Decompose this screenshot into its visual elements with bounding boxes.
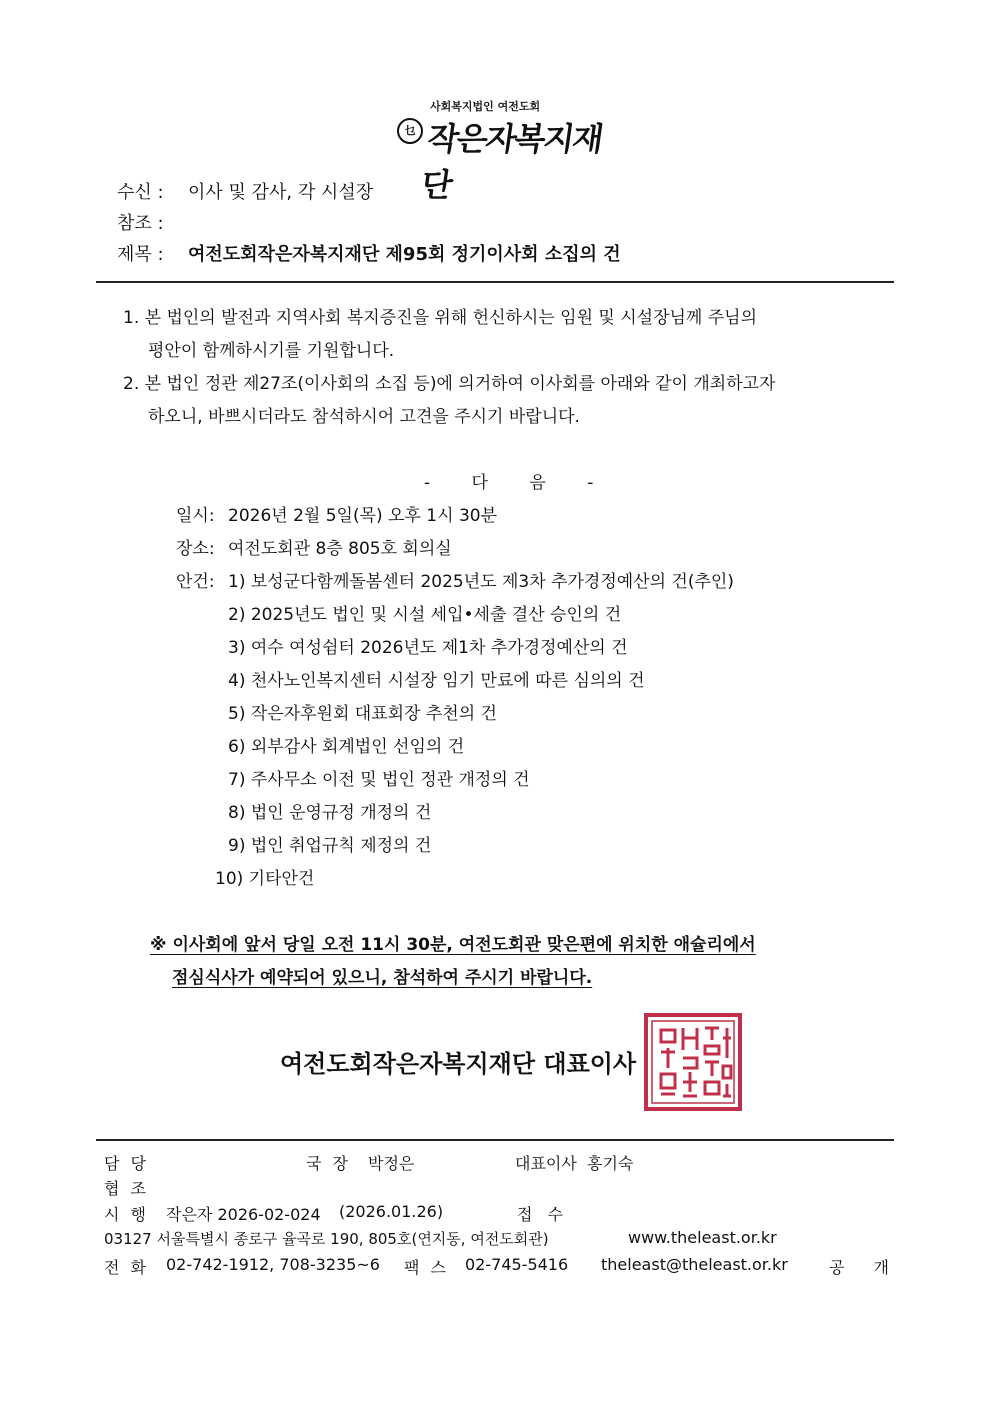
exec-label: 시 행 (104, 1205, 146, 1224)
director-name: 박정은 (368, 1154, 415, 1173)
footer-divider (96, 1139, 894, 1141)
agenda-item: 9) 법인 취업규칙 제정의 건 (228, 836, 432, 856)
notice-line-1: ※ 이사회에 앞서 당일 오전 11시 30분, 여전도회관 맞은편에 위치한 애슐리에서 (150, 935, 756, 955)
foundation-logo (395, 92, 605, 204)
sender-name: 여전도회작은자복지재단 대표이사 (280, 1050, 637, 1078)
agenda-item: 5) 작은자후원회 대표회장 추천의 건 (228, 704, 497, 724)
agenda-item: 8) 법인 운영규정 개정의 건 (228, 803, 432, 823)
receive-label: 접 수 (517, 1205, 563, 1224)
disclosure: 공 개 (829, 1258, 889, 1277)
website[interactable]: www.theleast.or.kr (628, 1228, 777, 1247)
reference-label: 참조 : (117, 213, 164, 234)
recipient-label: 수신 : (117, 182, 164, 203)
fax: 02-745-5416 (465, 1255, 569, 1274)
header-divider (96, 281, 894, 283)
paragraph-2-line-2: 하오니, 바쁘시더라도 참석하시어 고견을 주시기 바랍니다. (148, 407, 580, 427)
logo-name: 작은자복지재단 (418, 120, 605, 204)
phone: 02-742-1912, 708-3235~6 (166, 1255, 380, 1274)
doc-number: 작은자 2026-02-024 (166, 1205, 321, 1224)
logo-subtitle: 사회복지법인 여전도회 (430, 100, 541, 113)
director-label: 국 장 (306, 1154, 348, 1173)
phone-label: 전 화 (104, 1258, 146, 1277)
charge-label: 담 당 (104, 1154, 146, 1173)
agenda-label: 안건: (176, 572, 215, 592)
notice-line-2: 점심식사가 예약되어 있으니, 참석하여 주시기 바랍니다. (172, 968, 593, 988)
datetime-label: 일시: (176, 506, 215, 526)
details-heading: - 다 음 - (424, 473, 594, 493)
coop-label: 협 조 (104, 1179, 146, 1198)
paragraph-1-line-1: 1. 본 법인의 발전과 지역사회 복지증진을 위해 헌신하시는 임원 및 시설장님께 주님의 (123, 308, 758, 328)
agenda-item: 4) 천사노인복지센터 시설장 임기 만료에 따른 심의의 건 (228, 671, 645, 691)
place-label: 장소: (176, 539, 215, 559)
paragraph-1-line-2: 평안이 함께하시기를 기원합니다. (148, 341, 395, 361)
datetime: 2026년 2월 5일(목) 오후 1시 30분 (228, 506, 498, 526)
doc-date: (2026.01.26) (339, 1202, 444, 1221)
official-seal-icon (643, 1012, 743, 1112)
foundation-logo-icon: 乜 (397, 118, 423, 144)
agenda-item: 2) 2025년도 법인 및 시설 세입•세출 결산 승인의 건 (228, 605, 622, 625)
email[interactable]: theleast@theleast.or.kr (601, 1255, 788, 1274)
ceo-name: 홍기숙 (587, 1154, 634, 1173)
agenda-item: 6) 외부감사 회계법인 선임의 건 (228, 737, 465, 757)
agenda-item: 10) 기타안건 (215, 869, 315, 889)
subject-label: 제목 : (117, 244, 164, 265)
place: 여전도회관 8층 805호 회의실 (228, 539, 452, 559)
subject: 여전도회작은자복지재단 제95회 정기이사회 소집의 건 (188, 244, 621, 265)
address: 03127 서울특별시 종로구 율곡로 190, 805호(연지동, 여전도회관) (104, 1230, 549, 1248)
agenda-item: 3) 여수 여성쉼터 2026년도 제1차 추가경정예산의 건 (228, 638, 628, 658)
recipient: 이사 및 감사, 각 시설장 (188, 182, 374, 203)
paragraph-2-line-1: 2. 본 법인 정관 제27조(이사회의 소집 등)에 의거하여 이사회를 아래와 같이 개최하고자 (123, 374, 776, 394)
ceo-label: 대표이사 (515, 1154, 577, 1173)
agenda-item: 1) 보성군다함께돌봄센터 2025년도 제3차 추가경정예산의 건(추인) (228, 572, 734, 592)
fax-label: 팩 스 (404, 1258, 446, 1277)
agenda-item: 7) 주사무소 이전 및 법인 정관 개정의 건 (228, 770, 530, 790)
